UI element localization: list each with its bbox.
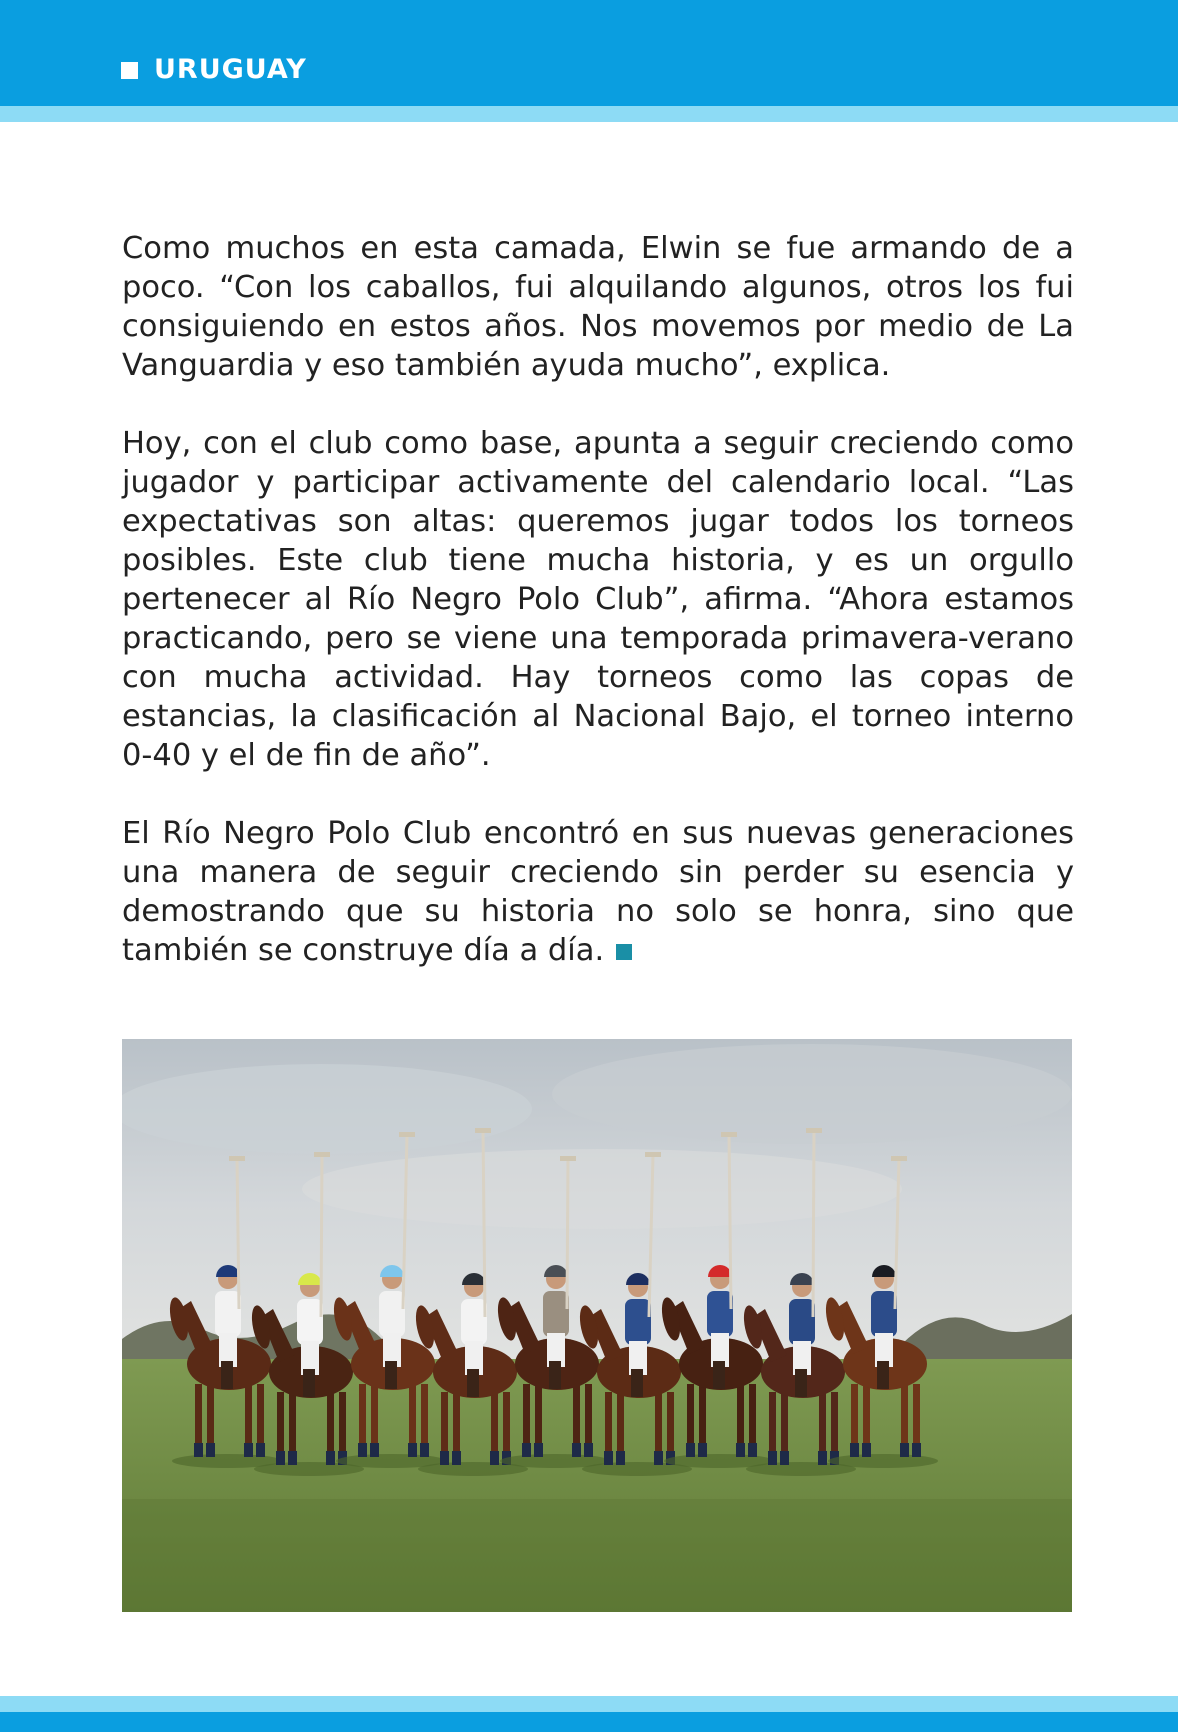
rider-shirt: [379, 1291, 405, 1337]
rider-boot: [631, 1369, 643, 1397]
field-texture: [122, 1499, 1072, 1612]
leg-bandage: [572, 1443, 581, 1457]
rider-boot: [877, 1361, 889, 1389]
leg-bandage: [490, 1451, 499, 1465]
leg-bandage: [534, 1443, 543, 1457]
rider-shirt: [789, 1299, 815, 1345]
leg-bandage: [276, 1451, 285, 1465]
polo-mallet: [813, 1131, 814, 1317]
cloud: [122, 1064, 532, 1154]
rider-shirt: [625, 1299, 651, 1345]
mallet-head: [721, 1132, 737, 1137]
polo-mallet: [483, 1131, 485, 1317]
footer-stripe: [0, 1696, 1178, 1712]
leg-bandage: [698, 1443, 707, 1457]
rider-boot: [385, 1361, 397, 1389]
polo-mallet: [567, 1159, 568, 1309]
cloud: [302, 1149, 902, 1229]
leg-bandage: [440, 1451, 449, 1465]
leg-bandage: [420, 1443, 429, 1457]
article-body: [122, 229, 1074, 1009]
mallet-head: [560, 1156, 576, 1161]
leg-bandage: [194, 1443, 203, 1457]
section-marker-icon: [121, 62, 138, 79]
leg-bandage: [850, 1443, 859, 1457]
article-paragraph: Como muchos en esta camada, Elwin se fue armando de a poco. “Con los caballos, fui alquilando algunos, otros los fui consiguiendo en estos años. Nos movemos por medio de La Vanguardia y eso también ayuda mucho”, explica.: [122, 231, 1074, 383]
leg-bandage: [780, 1451, 789, 1465]
header-stripe: [0, 106, 1178, 122]
rider-boot: [221, 1361, 233, 1389]
mallet-head: [645, 1152, 661, 1157]
leg-bandage: [206, 1443, 215, 1457]
rider-shirt: [543, 1291, 569, 1337]
leg-bandage: [326, 1451, 335, 1465]
leg-bandage: [370, 1443, 379, 1457]
article-paragraph: [122, 814, 1074, 970]
rider-boot: [303, 1369, 315, 1397]
polo-team-photo: [122, 1039, 1072, 1612]
mallet-head: [399, 1132, 415, 1137]
mallet-head: [891, 1156, 907, 1161]
rider-shirt: [871, 1291, 897, 1337]
leg-bandage: [736, 1443, 745, 1457]
leg-bandage: [818, 1451, 827, 1465]
leg-bandage: [358, 1443, 367, 1457]
rider-shirt: [707, 1291, 733, 1337]
rider-shirt: [461, 1299, 487, 1345]
leg-bandage: [288, 1451, 297, 1465]
rider-shirt: [297, 1299, 323, 1345]
leg-bandage: [522, 1443, 531, 1457]
polo-mallet: [321, 1155, 322, 1317]
polo-mallet: [729, 1135, 731, 1309]
leg-bandage: [862, 1443, 871, 1457]
horse-shadow: [828, 1454, 938, 1468]
rider-shirt: [215, 1291, 241, 1337]
leg-bandage: [244, 1443, 253, 1457]
end-of-article-icon: [616, 944, 632, 960]
leg-bandage: [654, 1451, 663, 1465]
leg-bandage: [616, 1451, 625, 1465]
polo-mallet: [237, 1159, 239, 1309]
section-label: URUGUAY: [154, 54, 307, 85]
mallet-head: [806, 1128, 822, 1133]
article-paragraph-text: El Río Negro Polo Club encontró en sus nuevas generaciones una manera de seguir creciendo sin perder su esencia y demostrando que su historia no solo se honra, sino que también se construye día a día.: [122, 816, 1074, 968]
rider-boot: [549, 1361, 561, 1389]
leg-bandage: [408, 1443, 417, 1457]
leg-bandage: [604, 1451, 613, 1465]
rider-boot: [467, 1369, 479, 1397]
rider-boot: [795, 1369, 807, 1397]
leg-bandage: [748, 1443, 757, 1457]
leg-bandage: [686, 1443, 695, 1457]
article-paragraph: Hoy, con el club como base, apunta a seguir creciendo como jugador y participar activamente del calendario local. “Las expectativas son altas: queremos jugar todos los torneos posibles. Este club tiene mucha historia, y es un orgullo pertenecer al Río Negro Polo Club”, afirma. “Ahora estamos practicando, pero se viene una temporada primavera-verano con mucha actividad. Hay torneos como las copas de estancias, la clasificación al Nacional Bajo, el torneo interno 0-40 y el de fin de año”.: [122, 426, 1074, 773]
footer-bar: [0, 1712, 1178, 1732]
mallet-head: [314, 1152, 330, 1157]
leg-bandage: [912, 1443, 921, 1457]
rider-boot: [713, 1361, 725, 1389]
mallet-head: [475, 1128, 491, 1133]
leg-bandage: [256, 1443, 265, 1457]
mallet-head: [229, 1156, 245, 1161]
leg-bandage: [584, 1443, 593, 1457]
leg-bandage: [900, 1443, 909, 1457]
leg-bandage: [452, 1451, 461, 1465]
leg-bandage: [768, 1451, 777, 1465]
